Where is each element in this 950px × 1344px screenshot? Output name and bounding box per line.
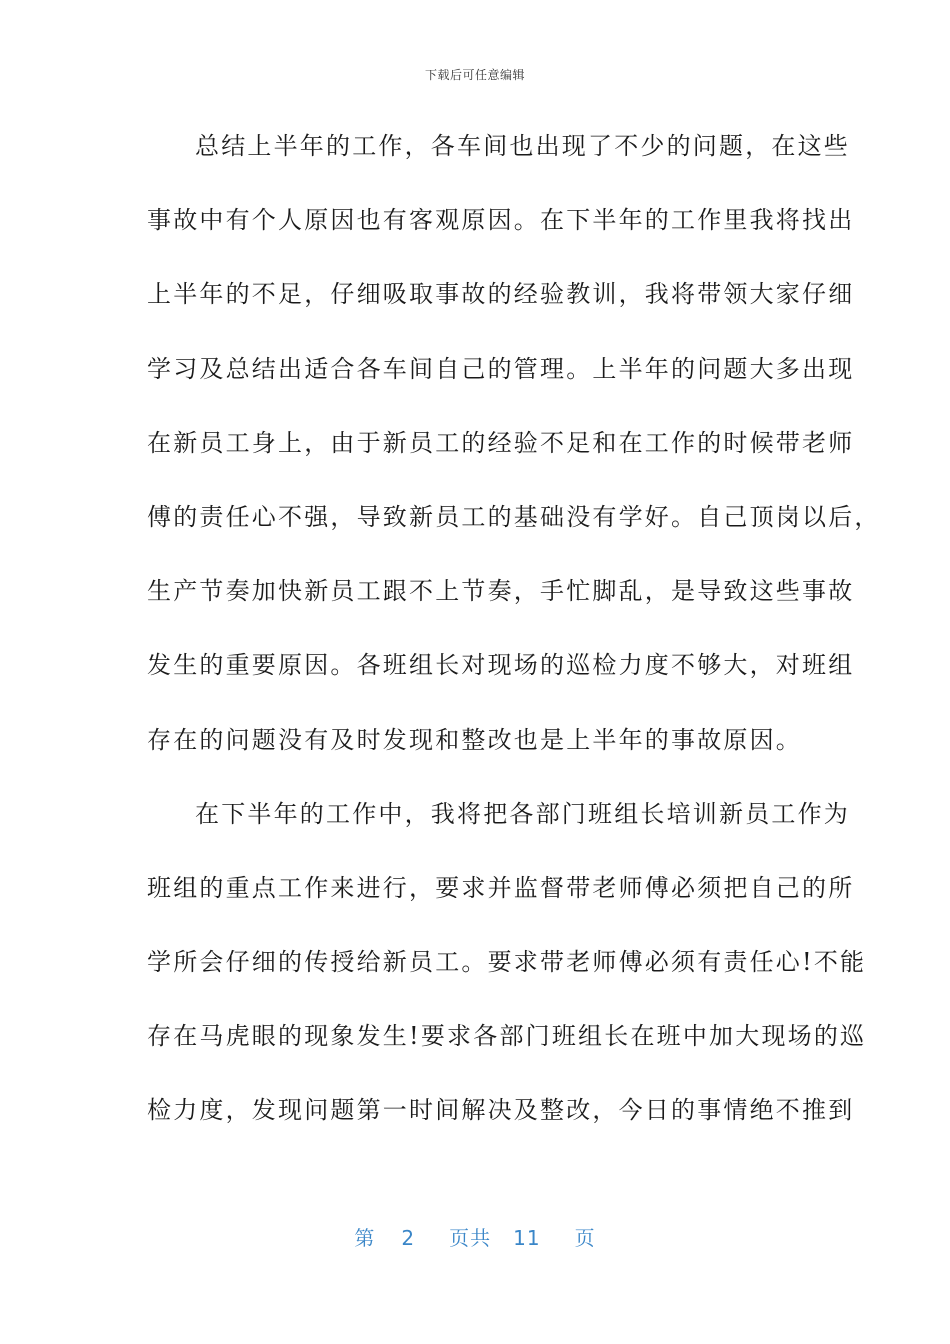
footer-suffix: 页 xyxy=(574,1226,596,1250)
paragraph-1-line-6: 傅的责任心不强，导致新员工的基础没有学好。自己顶岗以后， xyxy=(147,502,881,531)
paragraph-1-line-9: 存在的问题没有及时发现和整改也是上半年的事故原因。 xyxy=(147,725,802,754)
footer-middle: 页共 xyxy=(449,1226,492,1250)
paragraph-1-line-7: 生产节奏加快新员工跟不上节奏，手忙脚乱，是导致这些事故 xyxy=(147,577,855,606)
paragraph-1-line-2: 事故中有个人原因也有客观原因。在下半年的工作里我将找出 xyxy=(147,206,855,235)
document-body xyxy=(147,120,881,1159)
paragraph-1-line-4: 学习及总结出适合各车间自己的管理。上半年的问题大多出现 xyxy=(147,354,855,383)
paragraph-2-line-1: 在下半年的工作中，我将把各部门班组长培训新员工作为 xyxy=(195,799,850,828)
footer-prefix: 第 xyxy=(354,1226,376,1250)
paragraph-1-line-1: 总结上半年的工作，各车间也出现了不少的问题，在这些 xyxy=(195,132,850,160)
page-footer xyxy=(0,1222,950,1251)
paragraph-1-line-8: 发生的重要原因。各班组长对现场的巡检力度不够大，对班组 xyxy=(147,651,855,680)
paragraph-2-line-2: 班组的重点工作来进行，要求并监督带老师傅必须把自己的所 xyxy=(147,873,855,902)
footer-total-pages: 11 xyxy=(513,1226,541,1250)
paragraph-1-line-3: 上半年的不足，仔细吸取事故的经验教训，我将带领大家仔细 xyxy=(147,280,855,309)
paragraph-2-line-4: 存在马虎眼的现象发生!要求各部门班组长在班中加大现场的巡 xyxy=(147,1022,867,1051)
paragraph-1-line-5: 在新员工身上，由于新员工的经验不足和在工作的时候带老师 xyxy=(147,428,855,457)
paragraph-2-line-5: 检力度，发现问题第一时间解决及整改，今日的事情绝不推到 xyxy=(147,1096,855,1125)
footer-page-number: 2 xyxy=(401,1226,416,1250)
paragraph-2-line-3: 学所会仔细的传授给新员工。要求带老师傅必须有责任心!不能 xyxy=(147,948,867,977)
page-header: 下载后可任意编辑 xyxy=(424,68,525,82)
